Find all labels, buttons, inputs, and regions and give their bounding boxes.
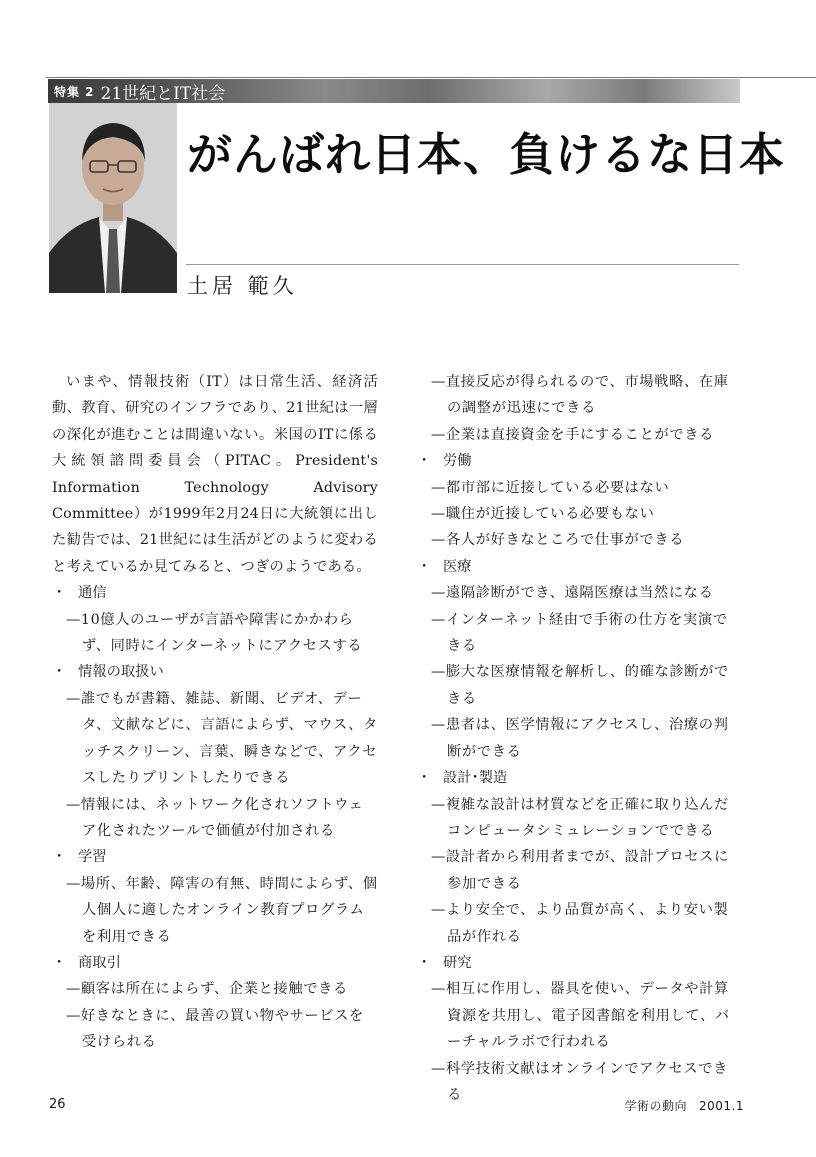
section-heading: ・ 設計･製造 [417, 765, 742, 791]
list-item: — 各人が好きなところで仕事ができる [417, 527, 742, 553]
author-name: 土居 範久 [187, 274, 298, 298]
intro-paragraph: いまや、情報技術（IT）は日常生活、経済活動、教育、研究のインフラであり、21世紀は一層の深化が進むことは間違いない。米国のITに係る大統領諮問委員会（PITAC。President's Information Technology Advisory Committee）が1999年2月24日に大統領に出した勧告では、21世紀には生活がどのように変わると考えているか見てみると、つぎのようである。 [52, 374, 378, 575]
section-banner [48, 79, 740, 103]
section-heading: ・ 研究 [417, 950, 742, 976]
list-item: — 科学技術文献はオンラインでアクセスできる [417, 1056, 742, 1109]
list-item: — 顧客は所在によらず、企業と接触できる [52, 976, 378, 1002]
page-number: 26 [49, 1097, 66, 1112]
series-title: 21世紀とIT社会 [100, 83, 226, 104]
section-heading: ・ 商取引 [52, 950, 378, 976]
list-item: — 設計者から利用者までが、設計プロセスに参加できる [417, 844, 742, 897]
list-item: — 10億人のユーザが言語や障害にかかわらず、同時にインターネットにアクセスする [52, 607, 378, 660]
section-heading: ・ 医療 [417, 554, 742, 580]
list-item: — 誰でもが書籍、雑誌、新聞、ビデオ、データ、文献などに、言語によらず、マウス、タッチスクリーン、言葉、瞬きなどで、アクセスしたりプリントしたりできる [52, 686, 378, 792]
list-item: — 場所、年齢、障害の有無、時間によらず、個人個人に適したオンライン教育プログラムを利用できる [52, 871, 378, 950]
article-title: がんばれ日本、負けるな日本 [187, 128, 786, 181]
section-heading: ・ 通信 [52, 580, 378, 606]
list-item: — 複雑な設計は材質などを正確に取り込んだコンピュータシミュレーションでできる [417, 792, 742, 845]
author-photo [49, 103, 177, 293]
list-item: — 直接反応が得られるので、市場戦略、在庫の調整が迅速にできる [417, 369, 742, 422]
section-heading: ・ 学習 [52, 844, 378, 870]
journal-issue: 2001.1 [699, 1099, 744, 1113]
journal-footer [612, 1097, 744, 1114]
list-item: — 企業は直接資金を手にすることができる [417, 422, 742, 448]
list-item: — インターネット経由で手術の仕方を実演できる [417, 607, 742, 660]
list-item: — より安全で、より品質が高く、より安い製品が作れる [417, 897, 742, 950]
left-column [52, 369, 378, 1056]
list-item: — 情報には、ネットワーク化されソフトウェア化されたツールで価値が付加される [52, 792, 378, 845]
section-heading: ・ 情報の取扱い [52, 659, 378, 685]
journal-name: 学術の動向 [624, 1099, 687, 1113]
list-item: — 膨大な医療情報を解析し、的確な診断ができる [417, 659, 742, 712]
list-item: — 遠隔診断ができ、遠隔医療は当然になる [417, 580, 742, 606]
feature-tag: 特集 2 [54, 84, 95, 99]
author-rule [186, 264, 739, 265]
list-item: — 相互に作用し、器具を使い、データや計算資源を共用し、電子図書館を利用して、バーチャルラボで行われる [417, 976, 742, 1055]
section-heading: ・ 労働 [417, 448, 742, 474]
list-item: — 職住が近接している必要もない [417, 501, 742, 527]
list-item: — 都市部に近接している必要はない [417, 475, 742, 501]
list-item: — 患者は、医学情報にアクセスし、治療の判断ができる [417, 712, 742, 765]
list-item: — 好きなときに、最善の買い物やサービスを受けられる [52, 1003, 378, 1056]
right-column [417, 369, 742, 1108]
